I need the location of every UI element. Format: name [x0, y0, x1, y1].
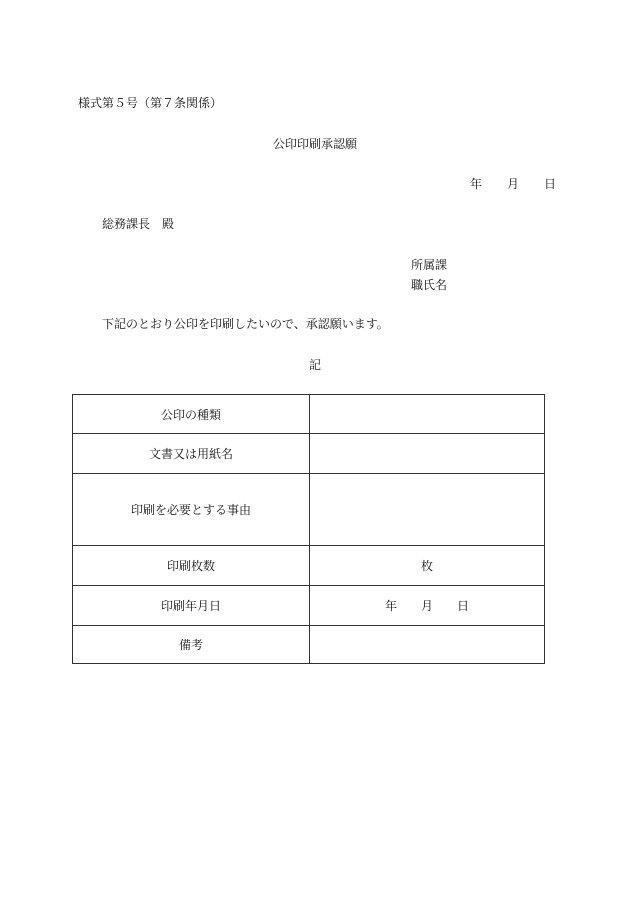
sender-dept-label: 所属課: [411, 258, 448, 272]
print-count-label: 印刷枚数: [73, 546, 310, 586]
table-row: [73, 626, 545, 664]
document-name-field[interactable]: [310, 434, 545, 474]
seal-type-field[interactable]: [310, 395, 545, 434]
print-count-field[interactable]: [310, 546, 545, 586]
form-number: 様式第５号（第７条関係）: [78, 96, 223, 110]
request-text: 下記のとおり公印を印刷したいので、承認願います。: [102, 317, 389, 331]
table-row: [73, 546, 545, 586]
table-row: [73, 395, 545, 434]
date-day-label: 日: [544, 177, 557, 191]
table-row: [73, 474, 545, 546]
print-date-year: 年: [384, 599, 397, 613]
ki-heading: 記: [308, 358, 321, 372]
document-name-label: 文書又は用紙名: [73, 434, 310, 474]
reason-field[interactable]: [310, 474, 545, 546]
print-date-month: 月: [420, 599, 433, 613]
date-line: [470, 177, 556, 191]
request-form-table: [72, 394, 545, 664]
date-month-label: 月: [507, 177, 520, 191]
remarks-label: 備考: [73, 626, 310, 664]
sender-name-label: 職氏名: [411, 278, 448, 292]
table-row: [73, 434, 545, 474]
print-date-label: 印刷年月日: [73, 586, 310, 626]
reason-label: 印刷を必要とする事由: [73, 474, 310, 546]
addressee: 総務課長 殿: [102, 217, 175, 231]
seal-type-label: 公印の種類: [73, 395, 310, 434]
remarks-field[interactable]: [310, 626, 545, 664]
table-row: [73, 586, 545, 626]
date-year-label: 年: [470, 177, 483, 191]
print-date-day: 日: [457, 599, 470, 613]
print-date-field[interactable]: [310, 586, 545, 626]
document-title: 公印印刷承認願: [272, 137, 357, 151]
print-count-unit: 枚: [420, 559, 433, 573]
